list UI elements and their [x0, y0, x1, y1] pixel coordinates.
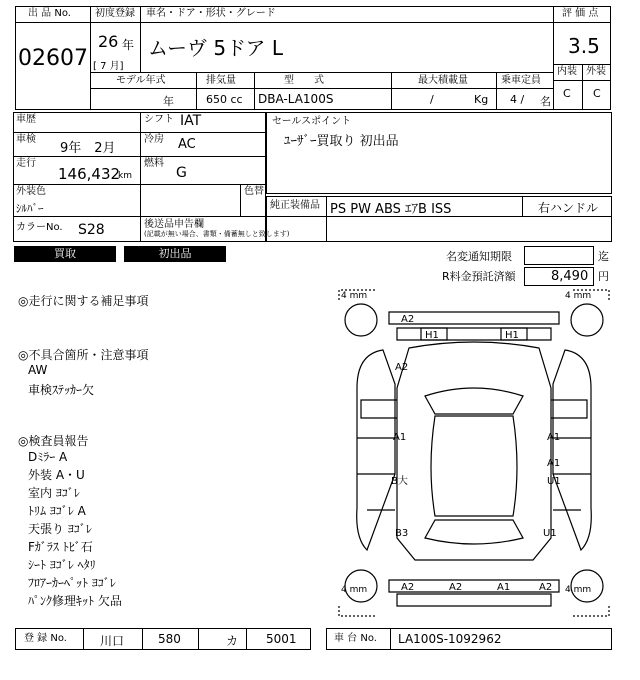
fuel-label: 燃料	[144, 158, 164, 169]
model-label: 型 式	[284, 75, 324, 86]
color-change-label: 色替	[244, 186, 264, 197]
inspector-item: ｼｰﾄ ﾖｺﾞﾚ ﾍﾀﾘ	[28, 558, 96, 572]
first-registration-label: 初度登録	[95, 8, 135, 19]
mark-rear-door-left: B大	[391, 476, 408, 487]
inspector-item: ﾌﾛｱｰｶｰﾍﾟｯﾄ ﾖｺﾞﾚ	[28, 576, 116, 590]
inspector-item: 天張り ﾖｺﾞﾚ	[28, 522, 92, 536]
color-no: S28	[78, 222, 105, 238]
reg-class: 580	[158, 632, 181, 646]
car-name-label: 車名・ドア・形状・グレード	[146, 8, 276, 19]
exterior-label: 外装	[586, 66, 606, 77]
tire-depth-label: 4 mm	[341, 291, 368, 301]
recycle-fee-label: R料金預託済額	[442, 270, 516, 283]
displacement: 650 cc	[206, 93, 243, 106]
max-load-unit: Kg	[474, 93, 489, 106]
inspector-item: ﾄﾘﾑ ﾖｺﾞﾚ A	[28, 504, 86, 518]
mark-rear-door-right-a: A1	[547, 458, 561, 469]
inspector-item: ﾊﾟﾝｸ修理ｷｯﾄ 欠品	[28, 594, 122, 608]
max-load-label: 最大積載量	[418, 75, 468, 86]
defects-title: ◎不具合箇所・注意事項	[18, 348, 149, 362]
sales-point: ﾕｰｻﾞｰ買取り 初出品	[284, 134, 399, 149]
chassis-no: LA100S-1092962	[398, 632, 502, 646]
reg-no-label: 登 録 No.	[24, 633, 67, 644]
lot-no: 02607	[18, 46, 88, 71]
interior-grade: C	[563, 87, 571, 100]
inspector-item: Dﾐﾗｰ A	[28, 450, 68, 464]
sales-point-label: セールスポイント	[272, 116, 352, 127]
recycle-fee: 8,490	[551, 269, 589, 284]
tire-depth-label: 4 mm	[341, 585, 368, 595]
notice-deadline-unit: 迄	[598, 250, 609, 263]
model: DBA-LA100S	[258, 92, 334, 106]
mark-front-bumper: A2	[401, 314, 415, 325]
registration-year-unit: 年	[122, 38, 135, 52]
mark-rear-bumper: A2	[449, 582, 463, 593]
mark-rear-quarter-left: B3	[395, 528, 409, 539]
damage-diagram	[337, 288, 611, 618]
capacity-label: 乗車定員	[501, 75, 541, 86]
inspection: 9年 2月	[60, 141, 116, 156]
ac: AC	[178, 137, 196, 152]
ac-label: 冷房	[144, 134, 164, 145]
fuel: G	[176, 165, 187, 181]
inspector-item: Fｶﾞﾗｽ ﾄﾋﾞ石	[28, 540, 93, 554]
shift: IAT	[180, 113, 202, 129]
interior-label: 内装	[557, 66, 577, 77]
model-year-label: モデル年式	[116, 75, 166, 86]
driving-notes-title: ◎走行に関する補足事項	[18, 294, 149, 308]
max-load: /	[430, 93, 434, 106]
car-name: ムーヴ 5ドア L	[148, 36, 283, 60]
mark-headlight-left: H1	[425, 330, 439, 341]
tire-depth-label: 4 mm	[565, 291, 592, 301]
mark-front-fender: A2	[395, 362, 409, 373]
reg-place: 川口	[100, 634, 125, 648]
history-label: 車歴	[16, 114, 36, 125]
mark-front-door-right: A1	[547, 432, 561, 443]
defect-item: AW	[28, 363, 48, 377]
tag-buyback: 買取	[14, 246, 116, 262]
reg-number: 5001	[266, 632, 297, 646]
handle-side: 右ハンドル	[538, 201, 599, 215]
score: 3.5	[568, 34, 600, 58]
shift-label: シフト	[144, 114, 174, 125]
mileage-label: 走行	[16, 158, 36, 169]
equipment: PS PW ABS ｴｱB ISS	[330, 202, 452, 217]
inspector-title: ◎検査員報告	[18, 434, 89, 448]
mark-rear-bumper: A2	[401, 582, 415, 593]
tag-first-listing: 初出品	[124, 246, 226, 262]
mark-rear-bumper: A2	[539, 582, 553, 593]
inspection-label: 車検	[16, 134, 36, 145]
exterior-color-label: 外装色	[16, 186, 46, 197]
mileage-unit: km	[118, 171, 132, 181]
mark-rear-quarter-right: U1	[543, 528, 557, 539]
mark-front-door-left: A1	[393, 432, 407, 443]
mark-headlight-right: H1	[505, 330, 519, 341]
mileage: 146,432	[58, 165, 121, 183]
capacity-unit: 名	[540, 95, 551, 108]
equipment-label: 純正装備品	[270, 200, 320, 211]
postsend-label: 後送品申告欄	[144, 219, 204, 230]
inspector-item: 外装 A・U	[28, 468, 85, 482]
color-no-label: カラーNo.	[16, 222, 63, 233]
lot-no-label: 出 品 No.	[28, 8, 71, 19]
capacity: 4 /	[510, 93, 525, 106]
postsend-note: (記載が無い場合、書類・備蓄無しと致します)	[144, 230, 290, 238]
score-label: 評 価 点	[562, 8, 599, 19]
notice-deadline-box	[524, 246, 594, 265]
defect-item: 車検ｽﾃｯｶｰ欠	[28, 383, 95, 397]
chassis-label: 車 台 No.	[334, 633, 377, 644]
exterior-grade: C	[593, 87, 601, 100]
inspector-item: 室内 ﾖｺﾞﾚ	[28, 486, 80, 500]
displacement-label: 排気量	[206, 75, 236, 86]
recycle-fee-unit: 円	[598, 270, 609, 283]
registration-year: 26	[98, 32, 119, 51]
notice-deadline-label: 名変通知期限	[446, 250, 512, 263]
model-year-unit: 年	[163, 95, 174, 108]
mark-rear-door-right-u: U1	[547, 476, 561, 487]
reg-kana: カ	[226, 634, 239, 648]
mark-rear-bumper: A1	[497, 582, 511, 593]
exterior-color: ｼﾙﾊﾞｰ	[16, 202, 44, 215]
registration-month: [ 7 月]	[93, 61, 124, 72]
tire-depth-label: 4 mm	[565, 585, 592, 595]
